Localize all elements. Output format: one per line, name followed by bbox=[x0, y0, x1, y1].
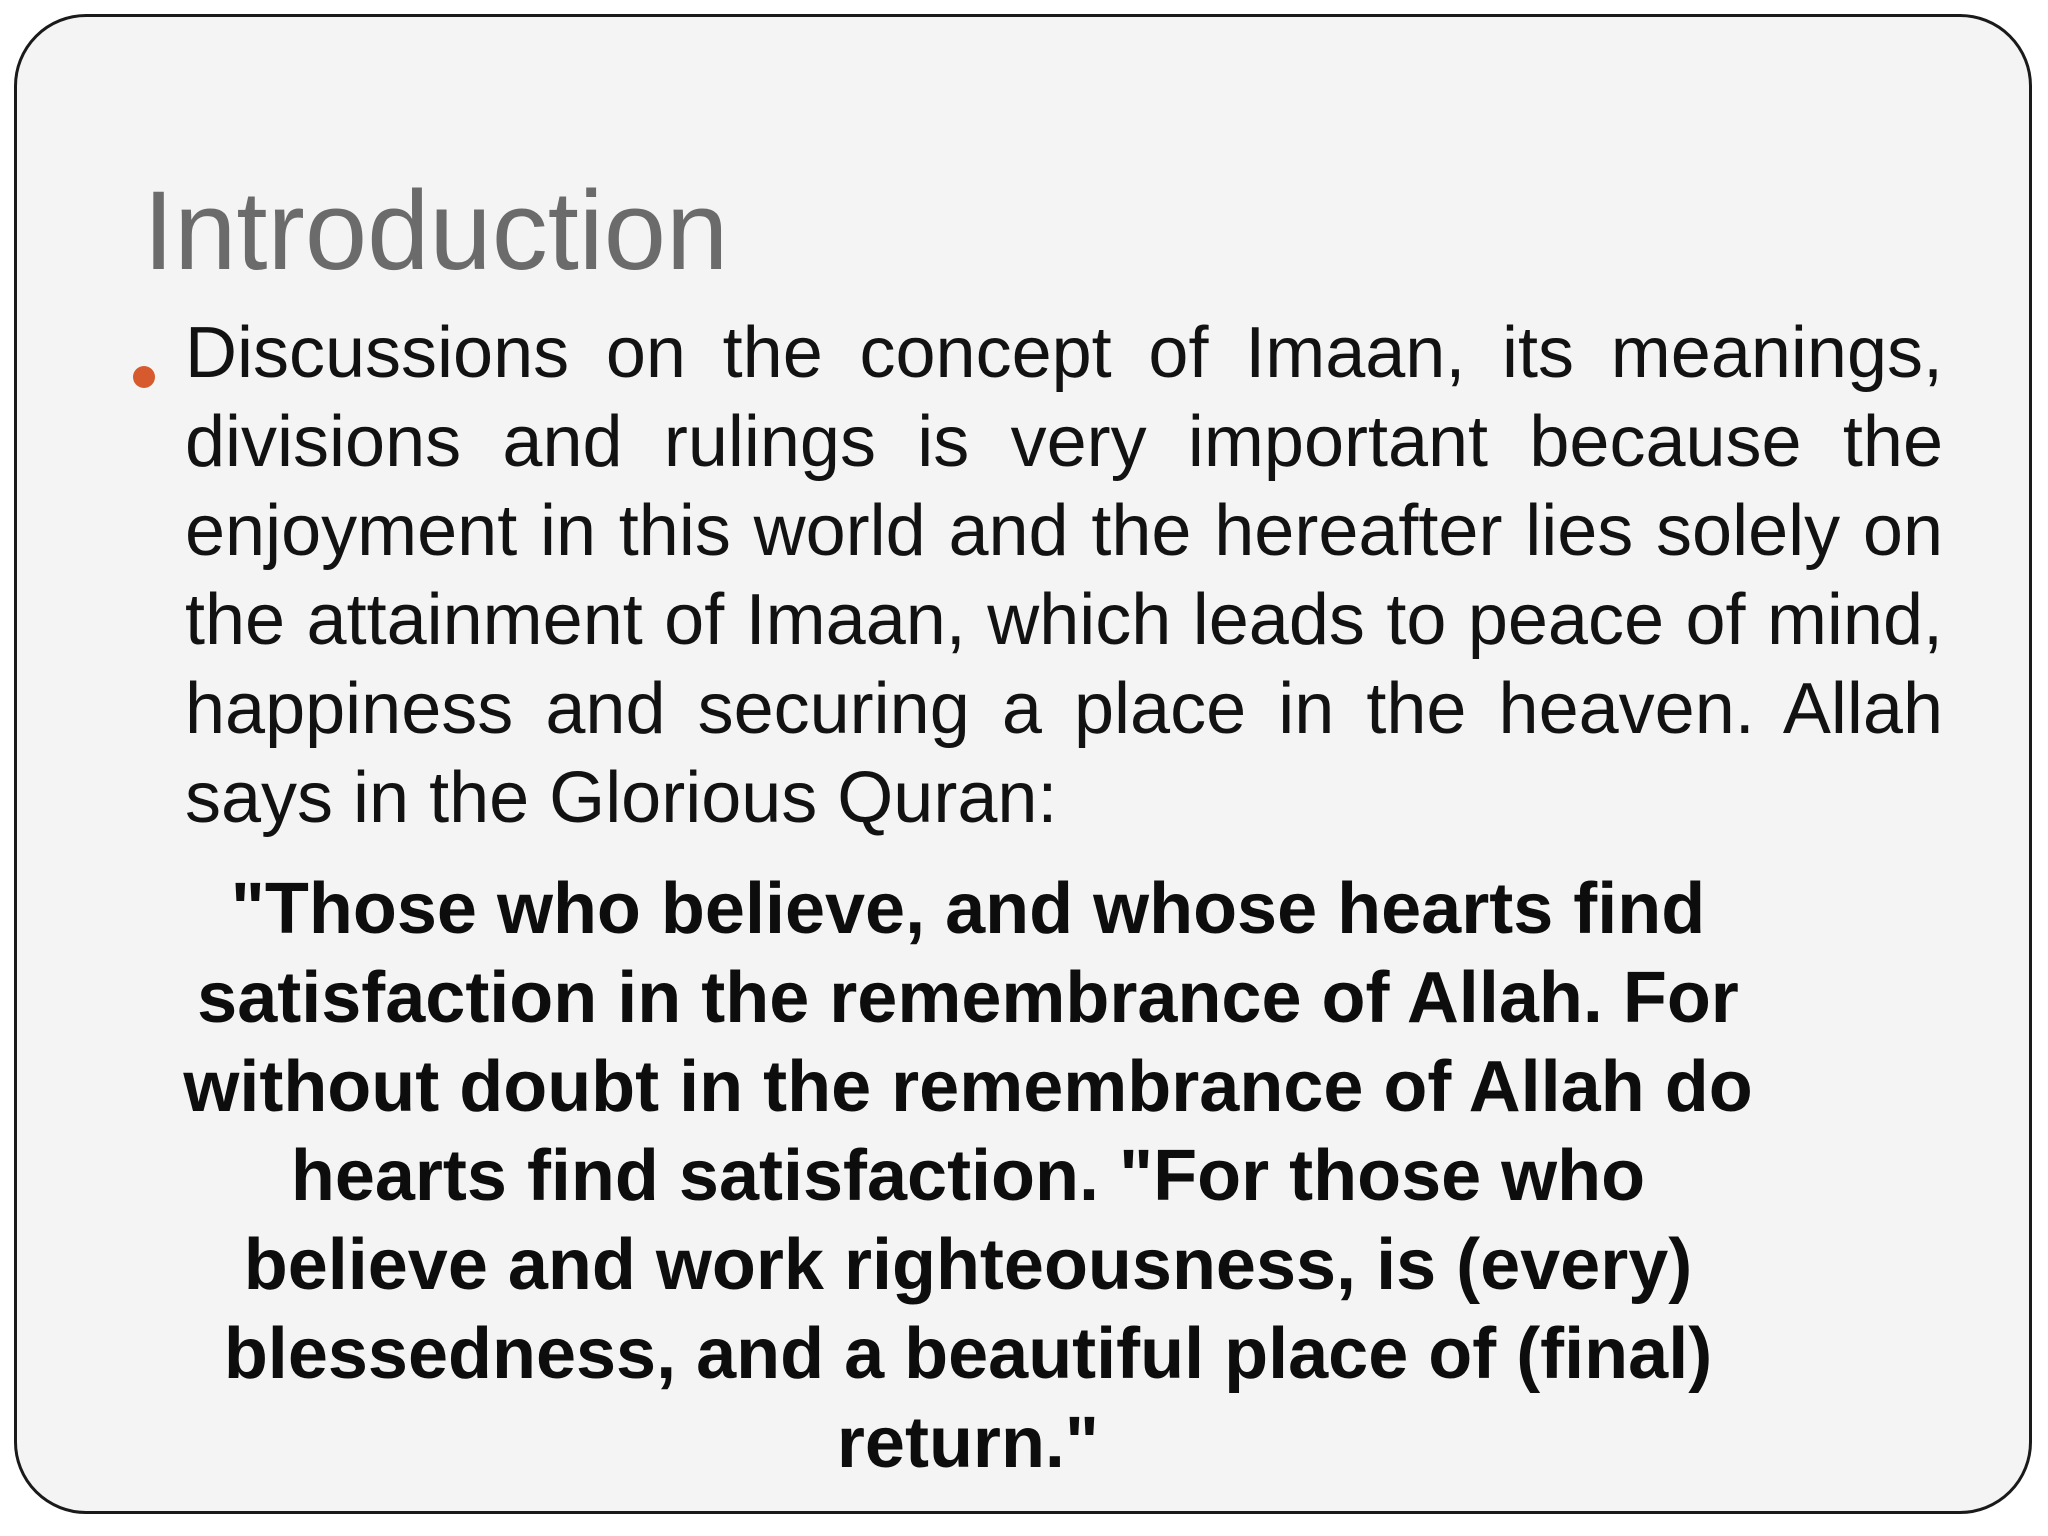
bullet-text: Discussions on the concept of Imaan, its meanings, divisions and rulings is very important because the enjoyment in this world and the hereafter lies solely on the attainment of Imaan, which leads to peace of mind, happiness and securing a place in the heaven. Allah says in the Glorious Quran: bbox=[185, 313, 1943, 838]
slide-title: Introduction bbox=[143, 168, 729, 293]
quran-quote: "Those who believe, and whose hearts find satisfaction in the remembrance of Allah. For without doubt in the remembrance of Allah do hearts find satisfaction. "For those who believe and work righteousness, is (every) blessedness, and a beautiful place of (final) return." bbox=[183, 869, 1753, 1483]
bullet-item bbox=[17, 309, 2029, 843]
slide bbox=[14, 14, 2032, 1514]
slide-content bbox=[17, 309, 2029, 1488]
bullet-dot-icon bbox=[133, 366, 155, 388]
